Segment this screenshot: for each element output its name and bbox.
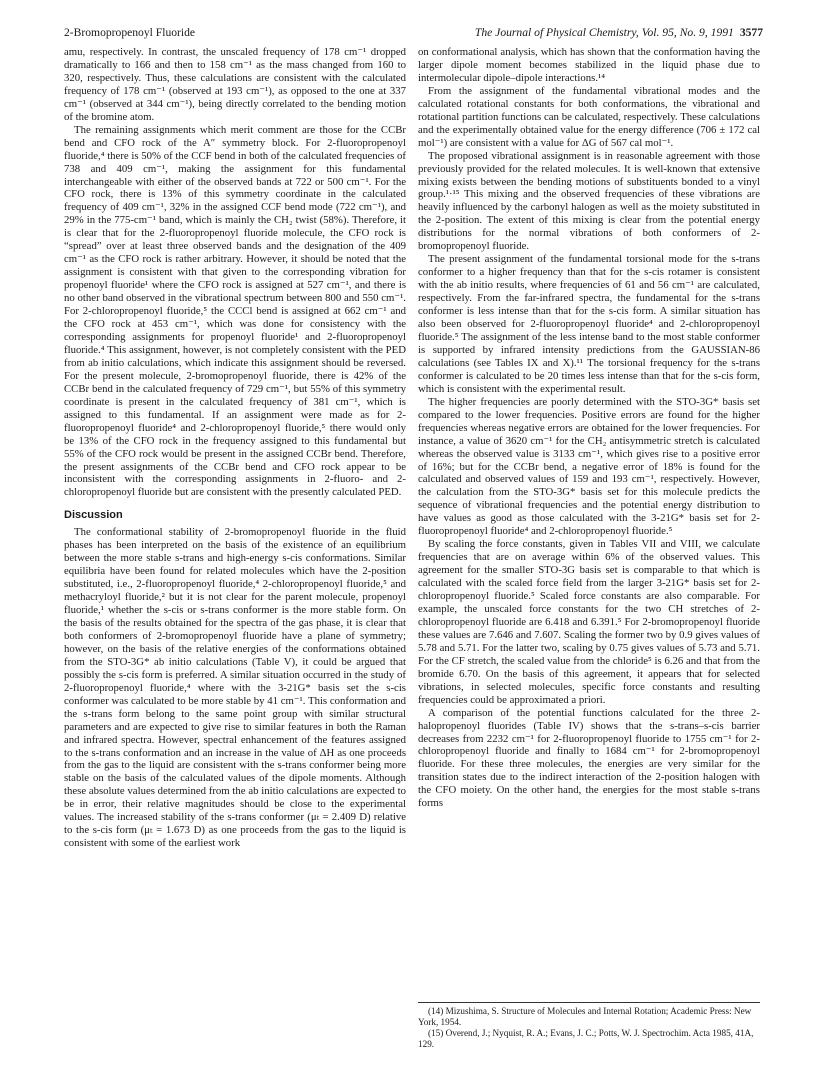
paragraph: The conformational stability of 2-bromopropenoyl fluoride in the fluid phases has been interpreted on the basis of the existence of an equilibrium between the more stable s-trans and high-energy s-cis conformations. Similar equilibria have been found for related molecules which have the 2-position substituted, i.e., 2-fluoropropenoyl fluoride,⁴ 2-chloropropenoyl fluoride,⁵ and methacryloyl fluoride,² but it is not clear for the parent molecule, propenoyl fluoride,¹ whether the s-cis or s-trans conformer is the more stable form. On the basis of the results obtained for the spectra of the gas phase, it is clear that both conformers of 2-bromopropenoyl fluoride have a plane of symmetry; however, on the basis of the relative energies of the conformations obtained from the STO-3G* ab initio calculations (Table V), it could be argued that possibly the s-cis form is preferred. A similar situation occurred in the study of 2-fluoropropenoyl fluoride,⁴ where with the 3-21G* basis set the s-cis conformer was calculated to be more stable by 41 cm⁻¹. This conformation and the s-trans form belong to the same point group with similar structural parameters and are expected to give rise to similar features in both the Raman and infrared spectra. However, spectral enhancement of the features assigned to the s-trans conformation and an increase in the value of ΔH as one proceeds from the gas to the liquid are consistent with the s-trans conformer being more stable on the basis of the calculated values of the dipole moments. Although these absolute values determined from the ab initio calculations are expected to be in error, their relative magnitudes should be close to the experimental values. The increased stability of the s-trans conformer (μₜ = 2.409 D) relative to the s-cis form (μₜ = 1.673 D) as one proceeds from the gas to the liquid is consistent with some of the earliest work [64, 526, 406, 850]
paragraph: The present assignment of the fundamental torsional mode for the s-trans conformer to a higher frequency than that for the s-cis rotamer is consistent with the ab initio results, where frequencies of 61 and 56 cm⁻¹ are calculated, respectively. From the far-infrared spectra, the fundamental for the s-trans conformer is less intense than that for the s-cis form. A similar situation has also been observed for 2-fluoropropenoyl fluoride⁴ and 2-chloropropenoyl fluoride.⁵ The assignment of the less intense band to the most stable conformer is supported by infrared intensity predictions from the GAUSSIAN-86 calculations (see Tables IX and X).¹¹ The torsional frequency for the s-trans conformer is calculated to be 20 times less intense than that for the s-cis form, which is consistent with the experimental result. [418, 253, 760, 395]
paragraph: on conformational analysis, which has shown that the conformation having the larger dipole moment becomes stabilized in the liquid phase due to intermolecular dipole–dipole interactions.¹⁴ [418, 46, 760, 84]
paragraph: amu, respectively. In contrast, the unscaled frequency of 178 cm⁻¹ dropped dramatically to 166 and then to 158 cm⁻¹ as the mass changed from 160 to 320, respectively. Thus, these calculations are consistent with the calculated frequency of 178 cm⁻¹ (observed at 193 cm⁻¹), as opposed to the one at 337 cm⁻¹ (observed at 344 cm⁻¹), being directly correlated to the bending motion of the bromine atom. [64, 46, 406, 123]
journal-name: The Journal of Physical Chemistry, Vol. 95, No. 9, 1991 [474, 26, 734, 39]
left-column [64, 46, 406, 850]
paragraph: By scaling the force constants, given in Tables VII and VIII, we calculate frequencies that are on average within 6% of the observed values. This agreement for the smaller STO-3G basis set is comparable to that which is calculated with the scaled force field from the larger 3-21G* basis set for 2-chloropropenoyl fluoride.⁵ Scaled force constants are also comparable. For example, the unscaled force constants for the two CH stretches of 2-chloropropenoyl fluoride are 6.418 and 6.391.⁵ For 2-bromopropenoyl fluoride these values are 7.646 and 7.607. Scaling the former two by 0.9 gives values of 5.78 and 5.71. For the latter two, scaling by 0.75 gives values of 5.73 and 5.71. For the CF stretch, the scaled value from the chloride⁵ is 6.26 and that from the bromide 6.70. On the basis of this agreement, it appears that for selected vibrations, in selected molecules, specific force constants and resulting frequencies could be approximated a priori. [418, 538, 760, 706]
footnote-15: (15) Overend, J.; Nyquist, R. A.; Evans, J. C.; Potts, W. J. Spectrochim. Acta 1985, 41A, 129. [418, 1028, 754, 1049]
running-title: 2-Bromopropenoyl Fluoride [64, 26, 196, 39]
right-column [418, 46, 760, 810]
footnotes [418, 1002, 760, 1050]
paragraph: The remaining assignments which merit comment are those for the CCBr bend and CFO rock of the A″ symmetry block. For 2-fluoropropenoyl fluoride,⁴ there is 50% of the CCF bend in both of the calculated frequencies of 738 and 409 cm⁻¹, making the assignment for this fundamental interchangeable with either of the observed bands at 722 or 500 cm⁻¹. For the CFO rock, there is 13% of this symmetry coordinate in the calculated frequency of 409 cm⁻¹, 32% in the assigned CCF bend mode (722 cm⁻¹), and 29% in the 775-cm⁻¹ band, which is mainly the CH₂ twist (58%). Therefore, it is clear that for the 2-fluoropropenoyl fluoride molecule, the CFO rock is “spread” over at least three observed bands and the designation of the 409 cm⁻¹ as the CFO rock is rather arbitrary. However, it should be noted that the assignment is consistent with that given to the corresponding vibration for propenoyl fluoride¹ where the CFO rock is assigned at 527 cm⁻¹, and there is no other band observed in the vibrational spectrum between 800 and 550 cm⁻¹. For 2-chloropropenoyl fluoride,⁵ the CCCl bend is assigned at 662 cm⁻¹ and the CFO rock at 453 cm⁻¹, which was done for consistency with the corresponding assignments for propenoyl fluoride¹ and 2-fluoropropenoyl fluoride.⁴ This assignment, however, is not completely consistent with the PED from ab initio calculations, which indicate this assignment should be reversed. For the present molecule, 2-bromopropenoyl fluoride, there is 42% of the CCBr bend in the calculated frequency of 729 cm⁻¹, but 55% of this symmetry coordinate is present in the calculated frequency of 381 cm⁻¹, which is assigned to this fundamental. If an assignment were made as for 2-fluoropropenoyl fluoride⁴ and 2-chloropropenoyl fluoride,⁵ there would only be 13% of the CFO rock in the frequency assigned to this fundamental but 55% of the CFO rock would be present in the assigned CCBr bend. Therefore, the present assignments of the CCBr bend and CFO rock appear to be inconsistent with the corresponding assignments in 2-fluoro- and 2-chloropropenoyl fluoride but are consistent with the presently calculated PED. [64, 123, 406, 499]
paragraph: The higher frequencies are poorly determined with the STO-3G* basis set compared to the lower frequencies. Positive errors are found for the higher frequencies whereas negative errors are obtained for the lower frequencies. For instance, a value of 3620 cm⁻¹ for the CH₂ antisymmetric stretch is calculated whereas the observed value is 3133 cm⁻¹, which gives rise to a positive error of 16%; but for the CCBr bend, a negative error of 18% is found for the calculated and observed values of 159 and 193 cm⁻¹, respectively. However, the calculation from the STO-3G* basis set for this molecule predicts the sequence of vibrational frequencies and the potential energy distribution to have values as good as those calculated with the 3-21G* basis set for 2-fluoropropenoyl fluoride⁴ and 2-chloropropenoyl fluoride.⁵ [418, 395, 760, 538]
page-number: 3577 [739, 26, 763, 39]
journal-citation [475, 26, 763, 39]
section-heading-discussion: Discussion [64, 509, 123, 522]
footnote-14: (14) Mizushima, S. Structure of Molecules and Internal Rotation; Academic Press: New York, 1954. [418, 1006, 752, 1027]
paragraph: The proposed vibrational assignment is in reasonable agreement with those previously provided for the related molecules. It is well-known that extensive mixing exists between the bending motions of substituents bonded to a vinyl group.¹·¹⁵ This mixing and the observed frequencies of these vibrations are heavily influenced by the carbonyl halogen as well as the moiety substituted in the 2-position. The extent of this mixing is clear from the potential energy distributions for the normal vibrations of both conformers of 2-bromopropenoyl fluoride. [418, 149, 760, 253]
paragraph: A comparison of the potential functions calculated for the three 2-halopropenoyl fluorides (Table IV) shows that the s-trans–s-cis barrier decreases from 2232 cm⁻¹ for 2-fluoropropenoyl fluoride to 1755 cm⁻¹ for 2-chloropropenoyl fluoride and finally to 1684 cm⁻¹ for 2-bromopropenoyl fluoride. For these three molecules, the energies are very similar for the transition states due to the indirect interaction of the 2-position halogen with the CFO moiety. On the other hand, the energies for the most stable s-trans forms [418, 706, 760, 810]
paragraph: From the assignment of the fundamental vibrational modes and the calculated rotational constants for both conformations, the vibrational and rotational partition functions can be calculated, respectively. These calculations and the experimentally obtained value for the energy difference (706 ± 172 cal mol⁻¹) are consistent with a value for ΔG of 567 cal mol⁻¹. [418, 84, 760, 149]
running-header [64, 26, 763, 42]
